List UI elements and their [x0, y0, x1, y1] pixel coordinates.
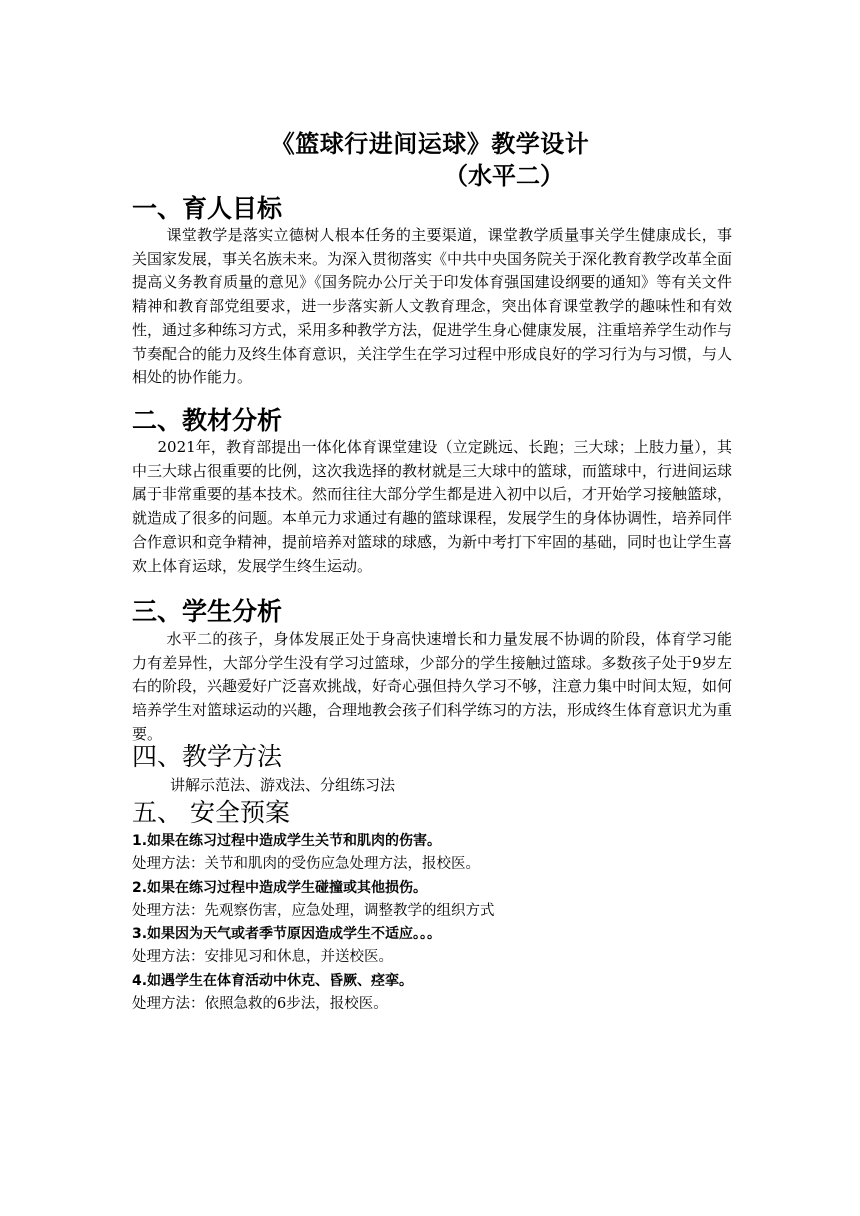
section-body-students: 水平二的孩子，身体发展正处于身高快速增长和力量发展不协调的阶段，体育学习能力有差异性，大部分学生没有学习过篮球，少部分的学生接触过篮球。多数孩子处于9岁左右的阶段，兴趣爱好广泛喜欢挑战，好奇心强但持久学习不够，注意力集中时间太短，如何培养学生对篮球运动的兴趣，合理地教会孩子们科学练习的方法，形成终生体育意识尤为重要。 [132, 630, 733, 743]
section-body-methods: 讲解示范法、游戏法、分组练习法 [170, 776, 396, 794]
section-body-material: 2021年，教育部提出一体化体育课堂建设（立定跳远、长跑；三大球；上肢力量），其中三大球占很重要的比例，这次我选择的教材就是三大球中的篮球，而篮球中，行进间运球属于非常重要的基本技术。然而往往大部分学生都是进入初中以后，才开始学习接触篮球，就造成了很多的问题。本单元力求通过有趣的篮球课程，发展学生的身体协调性，培养同伴合作意识和竞争精神，提前培养对篮球的球感，为新中考打下牢固的基础，同时也让学生喜欢上体育运球，发展学生终生运动。 [132, 438, 733, 575]
safety-case-title: 2.如果在练习过程中造成学生碰撞或其他损伤。 [132, 879, 428, 896]
safety-case-handling: 处理方法：依照急救的6步法，报校医。 [132, 995, 388, 1012]
safety-case-title: 4.如遇学生在体育活动中休克、昏厥、痉挛。 [132, 972, 414, 989]
section-heading-material: 二、教材分析 [132, 406, 283, 435]
safety-case-title: 1.如果在练习过程中造成学生关节和肌肉的伤害。 [132, 833, 442, 849]
section-heading-students: 三、学生分析 [132, 597, 283, 626]
safety-case-title: 3.如果因为天气或者季节原因造成学生不适应。。。 [132, 926, 442, 942]
safety-case-handling: 处理方法：关节和肌肉的受伤应急处理方法，报校医。 [132, 856, 480, 872]
document-title: 《篮球行进间运球》教学设计 [270, 130, 590, 158]
safety-case-handling: 处理方法：先观察伤害，应急处理，调整教学的组织方式 [132, 902, 495, 919]
section-heading-safety: 五、 安全预案 [132, 798, 290, 827]
section-heading-goals: 一、育人目标 [132, 194, 283, 223]
safety-plan-list [132, 830, 752, 1016]
safety-case-handling: 处理方法：安排见习和休息，并送校医。 [132, 949, 393, 965]
section-body-goals: 课堂教学是落实立德树人根本任务的主要渠道，课堂教学质量事关学生健康成长，事关国家发展，事关名族未来。为深入贯彻落实《中共中央国务院关于深化教育教学改革全面提高义务教育质量的意见》《国务院办公厅关于印发体育强国建设纲要的通知》等有关文件精神和教育部党组要求，进一步落实新人文教育理念，突出体育课堂教学的趣味性和有效性，通过多种练习方式，采用多种教学方法，促进学生身心健康发展，注重培养学生动作与节奏配合的能力及终生体育意识，关注学生在学习过程中形成良好的学习行为与习惯，与人相处的协作能力。 [132, 226, 733, 387]
section-heading-methods: 四、教学方法 [132, 742, 283, 771]
document-subtitle: （水平二） [444, 162, 564, 190]
